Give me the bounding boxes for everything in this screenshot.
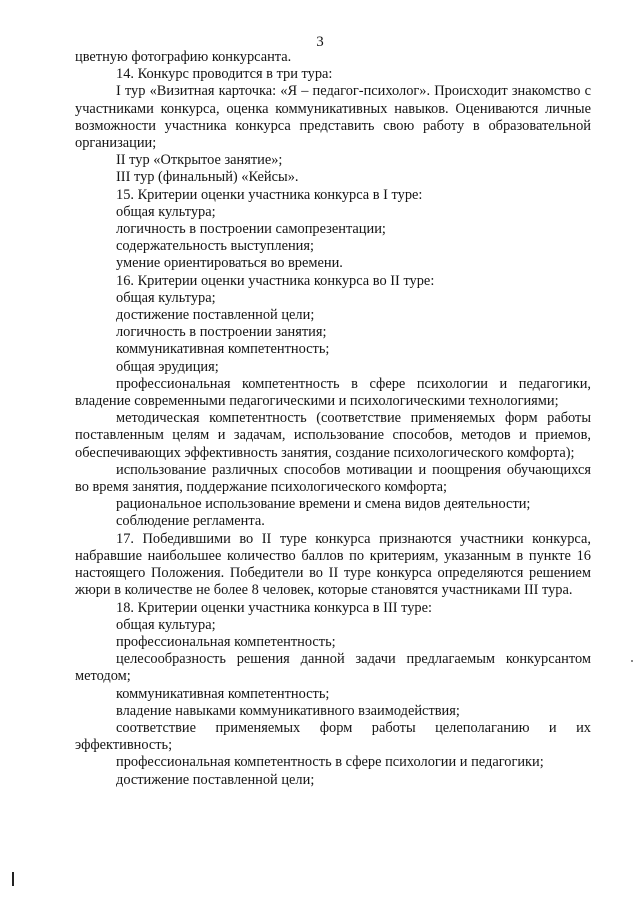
- paragraph: общая культура;: [116, 203, 216, 220]
- paragraph: профессиональная компетентность в сфере психологии и педагогики, владение современными педагогическими и психологическими технологиями;: [75, 375, 591, 410]
- paragraph: цветную фотографию конкурсанта.: [75, 49, 292, 65]
- paragraph: общая культура;: [116, 289, 216, 306]
- paragraph: соблюдение регламента.: [116, 513, 265, 530]
- paragraph: соответствие применяемых форм работы целеполаганию и их эффективность;: [75, 719, 591, 754]
- document-body: [75, 49, 591, 789]
- paragraph: использование различных способов мотивации и поощрения обучающихся во время занятия, поддержание психологического комфорта;: [75, 461, 591, 496]
- paragraph: достижение поставленной цели;: [116, 307, 315, 324]
- paragraph: 14. Конкурс проводится в три тура:: [116, 66, 333, 83]
- paragraph: содержательность выступления;: [116, 238, 314, 255]
- paragraph: умение ориентироваться во времени.: [116, 255, 343, 272]
- paragraph: профессиональная компетентность в сфере психологии и педагогики;: [116, 754, 544, 771]
- paragraph: 15. Критерии оценки участника конкурса в I туре:: [116, 186, 423, 203]
- paragraph: коммуникативная компетентность;: [116, 341, 330, 358]
- paragraph: владение навыками коммуникативного взаимодействия;: [116, 702, 460, 719]
- paragraph: достижение поставленной цели;: [116, 771, 315, 788]
- paragraph: рациональное использование времени и смена видов деятельности;: [116, 496, 531, 513]
- paragraph: общая культура;: [116, 616, 216, 633]
- paragraph: I тур «Визитная карточка: «Я – педагог-психолог». Происходит знакомство с участниками конкурса, оценка коммуникативных навыков. Оцениваются личные возможности участника конкурса представить свою работу в образовательной организации;: [75, 83, 591, 152]
- paragraph: III тур (финальный) «Кейсы».: [116, 169, 299, 186]
- paragraph: 16. Критерии оценки участника конкурса во II туре:: [116, 272, 435, 289]
- paragraph: 18. Критерии оценки участника конкурса в III туре:: [116, 599, 433, 616]
- paragraph: логичность в построении самопрезентации;: [116, 221, 386, 238]
- paragraph: II тур «Открытое занятие»;: [116, 152, 283, 169]
- margin-mark: [12, 872, 14, 886]
- scan-speck: [631, 660, 633, 662]
- paragraph: коммуникативная компетентность;: [116, 685, 330, 702]
- page-number: 3: [316, 34, 324, 50]
- paragraph: профессиональная компетентность;: [116, 633, 336, 650]
- paragraph: 17. Победившими во II туре конкурса признаются участники конкурса, набравшие наибольшее количество баллов по критериям, указанным в пункте 16 настоящего Положения. Победители во II туре конкурса определяются решением жюри в количестве не более 8 человек, которые становятся участниками III тура.: [75, 530, 591, 599]
- paragraph: общая эрудиция;: [116, 358, 219, 375]
- paragraph: методическая компетентность (соответствие применяемых форм работы поставленным целям и задачам, использование способов, методов и приемов, обеспечивающих эффективность занятия, создание психологического комфорта);: [75, 410, 591, 461]
- paragraph: целесообразность решения данной задачи предлагаемым конкурсантом методом;: [75, 651, 591, 685]
- paragraph: логичность в построении занятия;: [116, 324, 327, 341]
